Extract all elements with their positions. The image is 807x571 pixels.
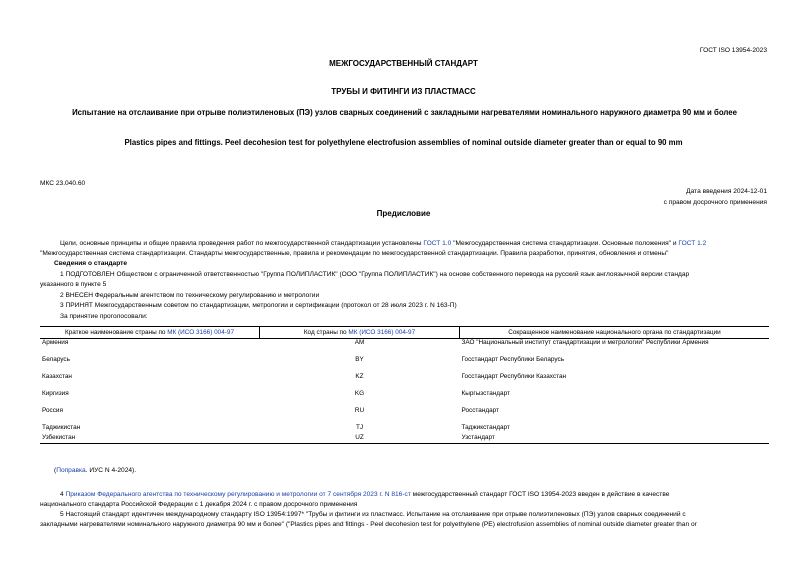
cell-code: TJ [355, 423, 364, 431]
gost-code: ГОСТ ISO 13954-2023 [699, 47, 767, 54]
header-org: Сокращенное наименование национального органа по стандартизации [460, 327, 770, 339]
table-row [40, 424, 769, 434]
order-link[interactable]: Приказом Федерального агентства по техническому регулированию и метрологии от 7 сентября 2023 г. N 816-ст [65, 491, 411, 498]
cell-code: AM [354, 339, 365, 346]
preface-paragraph [40, 240, 769, 248]
cell-country: Киргизия [42, 389, 69, 397]
header-code: Код страны по МК (ИСО 3166) 004-97 [260, 327, 460, 339]
header-country: Краткое наименование страны по МК (ИСО 3166) 004-97 [40, 327, 260, 339]
mk-iso-link-2[interactable]: МК (ИСО 3166) 004-97 [348, 328, 416, 336]
cell-code: KZ [355, 372, 364, 380]
countries-table [40, 326, 769, 444]
table-row [40, 373, 769, 390]
cell-org: Росстандарт [461, 406, 499, 414]
item-4-cont: национального стандарта Российской Федерации с 1 декабря 2024 г. с правом досрочного применения [40, 501, 358, 508]
cell-code: BY [355, 355, 364, 363]
group-title: ТРУБЫ И ФИТИНГИ ИЗ ПЛАСТМАСС [331, 87, 476, 96]
title-ru: Испытание на отслаивание при отрыве полиэтиленовых (ПЭ) узлов сварных соединений с закладными нагревателями номинального наружного диаметра 90 мм и более [72, 108, 737, 117]
cell-country: Казахстан [42, 372, 72, 380]
cell-org: Кыргызстандарт [461, 389, 510, 397]
gost-1-0-link[interactable]: ГОСТ 1.0 [423, 240, 452, 247]
table-header [40, 327, 769, 339]
preface-line-2: "Межгосударственная система стандартизации. Стандарты межгосударственные, правила и рекомендации по межгосударственной стандартизации. Правила разработки, принятия, обновления и отмены" [40, 250, 669, 257]
cell-code: RU [354, 406, 365, 414]
cell-code: UZ [260, 434, 460, 444]
intro-date: Дата введения 2024-12-01 [686, 188, 767, 195]
standard-type: МЕЖГОСУДАРСТВЕННЫЙ СТАНДАРТ [329, 59, 478, 68]
cell-org: Узстандарт [460, 434, 770, 444]
table-row [40, 339, 769, 356]
title-en: Plastics pipes and fittings. Peel decohesion test for polyethylene electrofusion assemblies of nominal outside diameter greater than or equal to 90 mm [124, 138, 683, 147]
voted-label: За принятие проголосовали: [60, 313, 148, 320]
cell-country: Таджикистан [42, 423, 81, 431]
cell-country: Беларусь [42, 355, 70, 363]
item-3: 3 ПРИНЯТ Межгосударственным советом по стандартизации, метрологии и сертификации (протокол от 28 июля 2023 г. N 163-П) [60, 302, 457, 309]
intro-note: с правом досрочного применения [663, 199, 767, 206]
info-heading: Сведения о стандарте [54, 260, 128, 267]
cell-org: ЗАО "Национальный институт стандартизации и метрологии" Республики Армения [461, 339, 709, 346]
item-5-cont: закладными нагревателями номинального наружного диаметра 90 мм и более" ("Plastics pipes and fittings - Peel decohesion test for polyethylene (PE) electrofusion assemblies of nominal outside diameter greater than or [40, 521, 697, 528]
table-row [40, 390, 769, 407]
cell-country: Россия [42, 406, 63, 414]
cell-country: Армения [42, 339, 69, 346]
preface-text: Цели, основные принципы и общие правила проведения работ по межгосударственной стандартизации установлены [60, 240, 424, 247]
amendment-note: (Поправка. ИУС N 4-2024). [54, 467, 137, 474]
mks-code: МКС 23.040.60 [40, 180, 86, 187]
cell-code: KG [354, 389, 365, 397]
gost-1-2-link[interactable]: ГОСТ 1.2 [678, 240, 707, 247]
mk-iso-link-1[interactable]: МК (ИСО 3166) 004-97 [167, 328, 235, 336]
item-1: 1 ПОДГОТОВЛЕН Обществом с ограниченной ответственностью "Группа ПОЛИПЛАСТИК" (ООО "Группа ПОЛИПЛАСТИК") на основе собственного перевода на русский язык англоязычной версии стандар [60, 271, 690, 278]
item-2: 2 ВНЕСЕН Федеральным агентством по техническому регулированию и метрологии [60, 292, 320, 299]
cell-org: Таджикстандарт [461, 423, 510, 431]
cell-org: Госстандарт Республики Казахстан [461, 372, 567, 380]
item-1-cont: указанного в пункте 5 [40, 281, 107, 288]
table-row [40, 434, 769, 444]
preface-heading: Предисловие [376, 209, 431, 218]
preface-text-2: "Межгосударственная система стандартизации. Основные положения" и [451, 240, 679, 247]
item-5: 5 Настоящий стандарт идентичен международному стандарту ISO 13954:1997* "Трубы и фитинги из пластмасс. Испытание на отслаивание при отрыве полиэтиленовых (ПЭ) узлов сварных соединений с [60, 511, 686, 518]
item-4: 4 Приказом Федерального агентства по техническому регулированию и метрологии от 7 сентября 2023 г. N 816-ст межгосударственный стандарт ГОСТ ISO 13954-2023 введен в действие в качестве [60, 491, 670, 498]
cell-country: Узбекистан [40, 434, 260, 444]
cell-org: Госстандарт Республики Беларусь [461, 355, 565, 363]
table-row [40, 407, 769, 424]
table-row [40, 356, 769, 373]
amendment-link[interactable]: Поправка [56, 467, 86, 474]
